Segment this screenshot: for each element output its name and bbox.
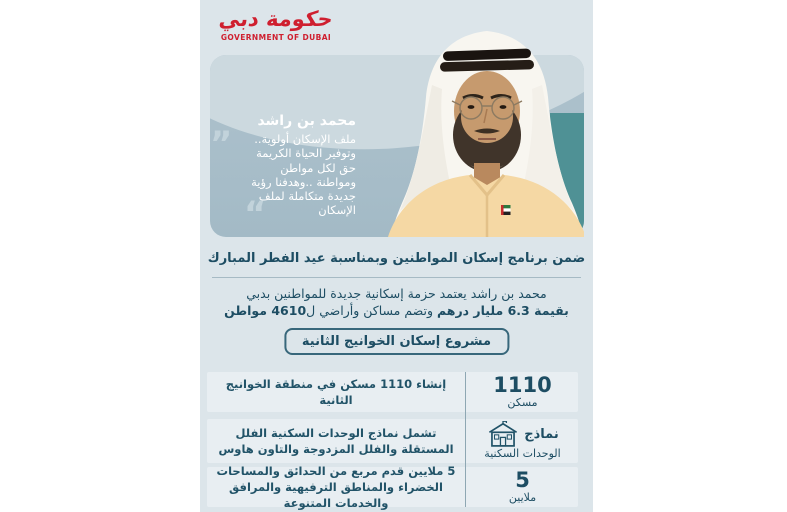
quote-line: وتوفير الحياة الكريمة xyxy=(256,146,356,161)
quote-line: جديدة متكاملة لملف xyxy=(258,189,356,204)
stat-number: 1110 xyxy=(493,373,552,397)
intro-count: 4610 مواطن xyxy=(224,302,307,318)
quote-block xyxy=(210,112,356,234)
stat-value-block xyxy=(467,467,578,507)
intro-paragraph xyxy=(200,286,593,319)
quote-line: ومواطنة ..وهدفنا رؤية xyxy=(251,174,356,189)
quote-line: حق لكل مواطن xyxy=(280,160,356,175)
stat-sub-label: الوحدات السكنية xyxy=(484,447,561,460)
logo-arabic-calligraphy: حكومة دبي xyxy=(217,7,335,31)
quote-author-name: محمد بن راشد xyxy=(257,113,356,129)
headline: ضمن برنامج إسكان المواطنين وبمناسبة عيد الفطر المبارك xyxy=(207,251,586,266)
opening-quote-icon: ” xyxy=(210,124,233,164)
stat-label: ملايين xyxy=(508,491,537,504)
stat-value-block xyxy=(467,419,578,463)
stat-word: نماذج xyxy=(524,426,559,442)
stats-vertical-divider xyxy=(465,372,466,507)
stat-label: مسكن xyxy=(507,396,538,409)
stat-number: 5 xyxy=(515,468,530,492)
intro-line-1: محمد بن راشد يعتمد حزمة إسكانية جديدة للمواطنين بدبي xyxy=(246,286,547,301)
stat-row-housing-units xyxy=(207,372,578,412)
intro-middle: وتضم مساكن وأراضي ل xyxy=(306,302,437,318)
logo-english-text: GOVERNMENT OF DUBAI xyxy=(220,33,332,42)
project-name-badge: مشروع إسكان الخوانيج الثانية xyxy=(284,328,509,355)
quote-line: الإسكان xyxy=(318,203,356,218)
intro-value: بقيمة 6.3 مليار درهم xyxy=(436,302,569,318)
stat-row-green-areas xyxy=(207,464,578,510)
divider-line xyxy=(212,277,581,278)
infographic-card xyxy=(200,0,593,512)
sheikh-portrait-illustration xyxy=(370,25,584,237)
flag-pin xyxy=(501,205,511,215)
stat-row-text: 5 ملايين قدم مربع من الحدائق والمساحات الخضراء والمناطق الترفيهية والمرافق والخدمات المتنوعة xyxy=(216,464,456,510)
closing-quote-icon: “ xyxy=(244,194,267,234)
stat-value-block xyxy=(467,372,578,412)
stat-row-unit-models xyxy=(207,419,578,463)
stat-row-text: تشمل نماذج الوحدات السكنية الفلل المستقلة والفلل المزدوجة والتاون هاوس xyxy=(218,426,454,456)
house-icon xyxy=(486,421,520,447)
intro-line-2 xyxy=(200,303,593,320)
quote-line: ملف الإسكان أولوية.. xyxy=(254,132,356,146)
stat-row-text: إنشاء 1110 مسكن في منطقة الخوانيج الثانية xyxy=(225,377,447,407)
